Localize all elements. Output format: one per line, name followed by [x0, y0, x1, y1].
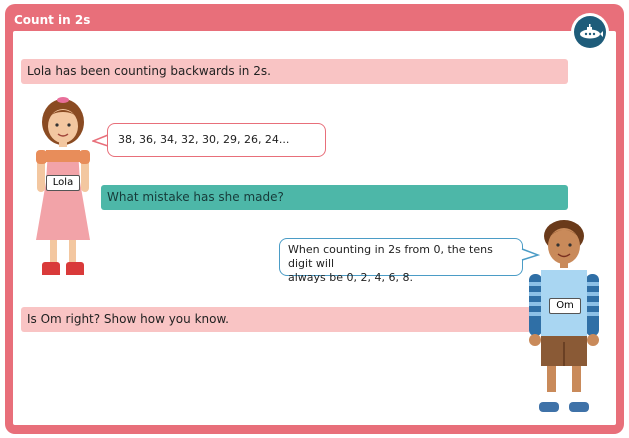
prompt-bar: Lola has been counting backwards in 2s. — [21, 59, 568, 84]
question-bar: What mistake has she made? — [101, 185, 568, 210]
om-character — [523, 214, 605, 422]
om-name-tag: Om — [549, 298, 581, 314]
om-speech-line-1: When counting in 2s from 0, the tens digit will — [288, 243, 493, 270]
submarine-icon — [574, 16, 606, 48]
question-bar-2: Is Om right? Show how you know. — [21, 307, 531, 332]
submarine-badge — [571, 13, 609, 51]
lola-name-tag: Lola — [46, 175, 80, 191]
badge-circle — [574, 16, 606, 48]
lola-speech-bubble: 38, 36, 34, 32, 30, 29, 26, 24... — [107, 123, 326, 157]
om-speech-bubble — [279, 238, 523, 284]
om-speech-line-2: always be 0, 2, 4, 6, 8. — [288, 271, 413, 284]
page-title: Count in 2s — [14, 13, 91, 27]
